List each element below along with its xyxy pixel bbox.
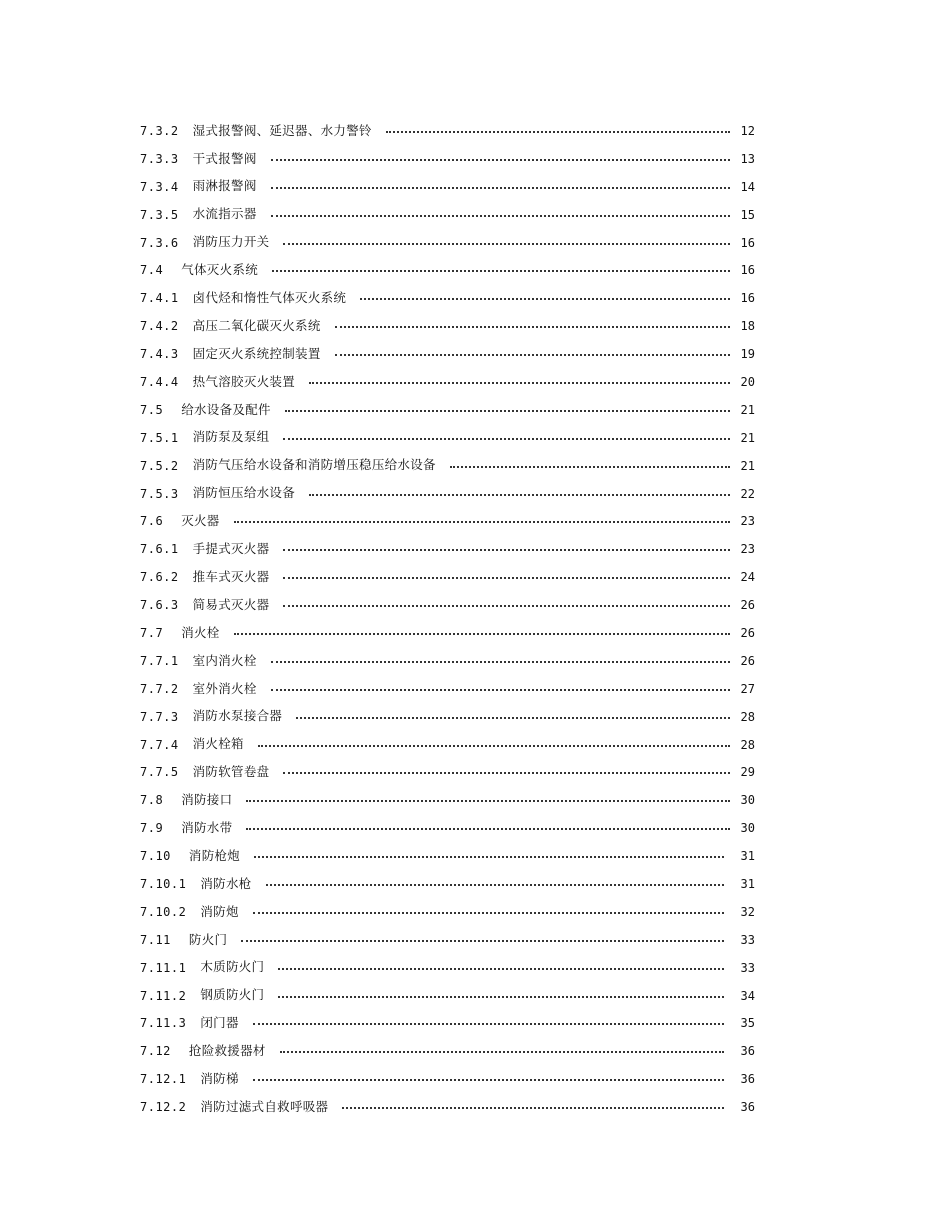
toc-dot-leader <box>309 494 730 496</box>
toc-section-number: 7.4.4 <box>140 374 179 389</box>
toc-section-title: 气体灭火系统 <box>181 262 258 278</box>
toc-dot-leader <box>234 521 730 523</box>
toc-entry[interactable] <box>140 675 755 703</box>
toc-dot-leader <box>283 772 730 774</box>
toc-page-number: 21 <box>740 430 755 445</box>
toc-page-number: 19 <box>740 347 755 362</box>
toc-dot-leader <box>254 856 724 858</box>
toc-entry[interactable] <box>140 145 755 173</box>
toc-entry[interactable] <box>140 703 755 731</box>
toc-page-number: 23 <box>740 542 755 557</box>
toc-section-number: 7.3.3 <box>140 151 179 166</box>
toc-section-number: 7.12.1 <box>140 1072 187 1087</box>
toc-section-number: 7.5.1 <box>140 430 179 445</box>
toc-entry[interactable] <box>140 647 755 675</box>
toc-section-number: 7.5.2 <box>140 458 179 473</box>
toc-section-number: 7.8 <box>140 793 164 808</box>
toc-page-number: 33 <box>740 932 755 947</box>
toc-section-title: 室内消火栓 <box>192 652 257 668</box>
toc-section-title: 室外消火栓 <box>192 680 257 696</box>
toc-section-title: 消防水泵接合器 <box>192 708 283 724</box>
toc-section-title: 消防压力开关 <box>192 234 270 250</box>
toc-dot-leader <box>450 466 730 468</box>
toc-entry[interactable] <box>140 480 755 508</box>
toc-entry[interactable] <box>140 201 755 229</box>
toc-page-number: 26 <box>740 625 755 640</box>
toc-section-number: 7.9 <box>140 821 164 836</box>
toc-entry[interactable] <box>140 591 755 619</box>
toc-entry[interactable] <box>140 786 755 814</box>
toc-section-number: 7.12.2 <box>140 1100 187 1115</box>
toc-section-title: 手提式灭火器 <box>192 541 270 557</box>
toc-entry[interactable] <box>140 340 755 368</box>
toc-page-number: 28 <box>740 709 755 724</box>
toc-page-number: 15 <box>740 207 755 222</box>
toc-dot-leader <box>271 689 730 691</box>
toc-section-title: 干式报警阀 <box>192 150 257 166</box>
toc-dot-leader <box>278 996 724 998</box>
toc-section-number: 7.10.2 <box>140 904 187 919</box>
toc-section-title: 雨淋报警阀 <box>192 178 257 194</box>
toc-dot-leader <box>271 215 730 217</box>
toc-section-title: 简易式灭火器 <box>192 596 270 612</box>
toc-entry[interactable] <box>140 312 755 340</box>
toc-dot-leader <box>253 1023 724 1025</box>
toc-entry[interactable] <box>140 1037 755 1065</box>
toc-section-number: 7.4.1 <box>140 291 179 306</box>
toc-dot-leader <box>335 354 730 356</box>
toc-section-number: 7.11 <box>140 932 171 947</box>
toc-section-title: 消防软管卷盘 <box>192 764 270 780</box>
toc-section-number: 7.3.4 <box>140 179 179 194</box>
toc-dot-leader <box>246 800 730 802</box>
toc-section-number: 7.7.1 <box>140 653 179 668</box>
toc-page-number: 14 <box>740 179 755 194</box>
toc-section-title: 消防梯 <box>200 1070 239 1086</box>
toc-page-number: 22 <box>740 486 755 501</box>
toc-entry[interactable] <box>140 870 755 898</box>
toc-entry[interactable] <box>140 814 755 842</box>
toc-dot-leader <box>335 326 730 328</box>
toc-section-number: 7.10 <box>140 849 171 864</box>
toc-dot-leader <box>266 884 724 886</box>
toc-entry[interactable] <box>140 284 755 312</box>
toc-page-number: 21 <box>740 458 755 473</box>
toc-page-number: 26 <box>740 598 755 613</box>
toc-dot-leader <box>272 270 730 272</box>
toc-section-number: 7.5.3 <box>140 486 179 501</box>
toc-section-number: 7.5 <box>140 402 164 417</box>
toc-section-number: 7.11.2 <box>140 988 187 1003</box>
toc-section-title: 推车式灭火器 <box>192 568 270 584</box>
toc-page-number: 21 <box>740 402 755 417</box>
toc-section-title: 消防水枪 <box>200 875 252 891</box>
toc-section-number: 7.3.5 <box>140 207 179 222</box>
toc-dot-leader <box>285 410 730 412</box>
toc-section-title: 水流指示器 <box>192 206 257 222</box>
toc-section-title: 防火门 <box>188 931 228 947</box>
toc-entry[interactable] <box>140 954 755 982</box>
toc-entry[interactable] <box>140 982 755 1010</box>
toc-section-title: 高压二氧化碳灭火系统 <box>192 317 321 333</box>
toc-page-number: 33 <box>740 960 755 975</box>
toc-section-title: 给水设备及配件 <box>181 401 271 417</box>
toc-entry[interactable] <box>140 563 755 591</box>
toc-entry[interactable] <box>140 1010 755 1038</box>
toc-page-number: 29 <box>740 765 755 780</box>
toc-section-title: 钢质防火门 <box>200 987 265 1003</box>
toc-dot-leader <box>271 661 730 663</box>
toc-page-number: 34 <box>740 988 755 1003</box>
toc-section-title: 热气溶胶灭火装置 <box>192 373 296 389</box>
toc-page-number: 16 <box>740 235 755 250</box>
toc-section-number: 7.11.3 <box>140 1016 187 1031</box>
toc-dot-leader <box>241 940 724 942</box>
toc-dot-leader <box>280 1051 724 1053</box>
toc-section-title: 消火栓箱 <box>192 736 244 752</box>
toc-entry[interactable] <box>140 368 755 396</box>
toc-entry[interactable] <box>140 507 755 535</box>
toc-page-number: 26 <box>740 653 755 668</box>
toc-section-number: 7.7.2 <box>140 681 179 696</box>
toc-section-title: 消防恒压给水设备 <box>192 485 296 501</box>
toc-dot-leader <box>283 577 730 579</box>
toc-section-number: 7.7.5 <box>140 765 179 780</box>
toc-section-number: 7.11.1 <box>140 960 187 975</box>
toc-section-number: 7.7 <box>140 625 164 640</box>
toc-entry[interactable] <box>140 731 755 759</box>
toc-page-number: 35 <box>740 1016 755 1031</box>
toc-dot-leader <box>258 745 730 747</box>
toc-page-number: 16 <box>740 291 755 306</box>
toc-section-number: 7.3.6 <box>140 235 179 250</box>
toc-section-title: 灭火器 <box>181 513 220 529</box>
toc-dot-leader <box>253 1079 724 1081</box>
toc-section-number: 7.6.1 <box>140 542 179 557</box>
toc-dot-leader <box>271 187 730 189</box>
toc-dot-leader <box>246 828 730 830</box>
toc-section-number: 7.6.2 <box>140 570 179 585</box>
toc-section-number: 7.6.3 <box>140 598 179 613</box>
toc-section-number: 7.7.3 <box>140 709 179 724</box>
toc-entry[interactable] <box>140 424 755 452</box>
toc-dot-leader <box>283 438 730 440</box>
toc-dot-leader <box>234 633 730 635</box>
toc-section-title: 固定灭火系统控制装置 <box>192 345 321 361</box>
toc-dot-leader <box>386 131 730 133</box>
toc-dot-leader <box>342 1107 724 1109</box>
toc-dot-leader <box>283 605 730 607</box>
toc-entry[interactable] <box>140 452 755 480</box>
toc-dot-leader <box>253 912 724 914</box>
toc-entry[interactable] <box>140 229 755 257</box>
toc-entry[interactable] <box>140 619 755 647</box>
toc-section-title: 抢险救援器材 <box>188 1043 266 1059</box>
toc-page-number: 36 <box>740 1044 755 1059</box>
toc-entry[interactable] <box>140 173 755 201</box>
toc-section-number: 7.4 <box>140 263 164 278</box>
toc-section-number: 7.7.4 <box>140 737 179 752</box>
toc-page-number: 12 <box>740 123 755 138</box>
toc-entry[interactable] <box>140 256 755 284</box>
toc-section-title: 消防炮 <box>200 903 239 919</box>
toc-dot-leader <box>271 159 730 161</box>
toc-page-number: 23 <box>740 514 755 529</box>
toc-section-title: 闭门器 <box>200 1015 239 1031</box>
toc-page-number: 16 <box>740 263 755 278</box>
toc-page-number: 36 <box>740 1072 755 1087</box>
toc-entry[interactable] <box>140 396 755 424</box>
toc-dot-leader <box>283 243 730 245</box>
toc-dot-leader <box>283 549 730 551</box>
toc-section-number: 7.12 <box>140 1044 171 1059</box>
toc-section-title: 消防过滤式自救呼吸器 <box>200 1098 329 1114</box>
toc-section-number: 7.3.2 <box>140 123 179 138</box>
toc-entry[interactable] <box>140 535 755 563</box>
toc-entry[interactable] <box>140 758 755 786</box>
toc-section-title: 消防泵及泵组 <box>192 429 270 445</box>
toc-entry[interactable] <box>140 842 755 870</box>
toc-section-number: 7.6 <box>140 514 164 529</box>
toc-section-title: 木质防火门 <box>200 959 265 975</box>
toc-dot-leader <box>278 968 724 970</box>
toc-page-number: 24 <box>740 570 755 585</box>
toc-section-title: 湿式报警阀、延迟器、水力警铃 <box>192 122 372 138</box>
toc-page-number: 31 <box>740 876 755 891</box>
toc-section-number: 7.4.2 <box>140 319 179 334</box>
toc-entry[interactable] <box>140 1065 755 1093</box>
toc-entry[interactable] <box>140 926 755 954</box>
toc-section-title: 消防水带 <box>181 819 233 835</box>
toc-page-number: 20 <box>740 374 755 389</box>
toc-entry[interactable] <box>140 117 755 145</box>
toc-section-title: 消防气压给水设备和消防增压稳压给水设备 <box>192 457 436 473</box>
toc-page-number: 31 <box>740 849 755 864</box>
toc-entry[interactable] <box>140 898 755 926</box>
toc-page-number: 36 <box>740 1100 755 1115</box>
toc-page-number: 28 <box>740 737 755 752</box>
toc-entry[interactable] <box>140 1093 755 1121</box>
toc-section-title: 卤代烃和惰性气体灭火系统 <box>192 290 347 306</box>
toc-section-number: 7.10.1 <box>140 876 187 891</box>
toc-page-number: 13 <box>740 151 755 166</box>
toc-section-number: 7.4.3 <box>140 347 179 362</box>
toc-section-title: 消防接口 <box>181 792 233 808</box>
toc-page-number: 30 <box>740 821 755 836</box>
toc-page-number: 32 <box>740 904 755 919</box>
toc-section-title: 消火栓 <box>181 624 220 640</box>
table-of-contents <box>140 117 755 1121</box>
toc-page-number: 27 <box>740 681 755 696</box>
toc-dot-leader <box>360 298 730 300</box>
toc-dot-leader <box>309 382 730 384</box>
toc-section-title: 消防枪炮 <box>188 847 241 863</box>
toc-page-number: 30 <box>740 793 755 808</box>
toc-dot-leader <box>296 717 730 719</box>
toc-page-number: 18 <box>740 319 755 334</box>
